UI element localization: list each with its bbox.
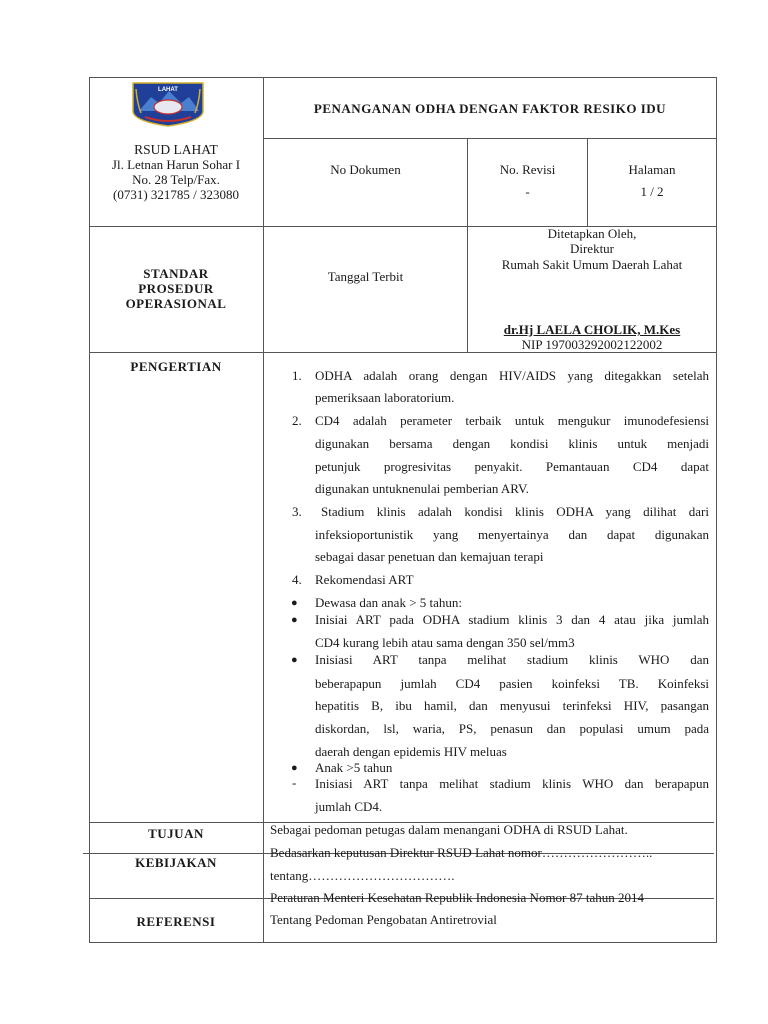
address-line1: Jl. Letnan Harun Sohar I (111, 157, 241, 172)
ditetapkan-line3: Rumah Sakit Umum Daerah Lahat (501, 257, 683, 272)
bullet3-line3: hepatitis B, ibu hamil, dan menyusui terinfeksi HIV, pasangan (315, 698, 709, 713)
bullet4-text: Anak >5 tahun (315, 760, 393, 775)
item4-number: 4. (292, 572, 302, 587)
halaman-value: 1 / 2 (640, 184, 664, 199)
kebijakan-line2: tentang……………………………. (270, 868, 455, 883)
bullet2-marker: ● (291, 614, 298, 626)
dash-item-line2: jumlah CD4. (315, 799, 383, 814)
bullet3-line5: daerah dengan epidemis HIV meluas (315, 744, 507, 759)
pengertian-label: PENGERTIAN (130, 359, 222, 374)
item2-line4: digunakan untuknenulai pemberian ARV. (315, 481, 529, 496)
no-revisi-label: No. Revisi (499, 162, 556, 177)
sop-label-line1: STANDAR (143, 266, 209, 281)
bullet2-line1: Inisiai ART pada ODHA stadium klinis 3 dan 4 atau jika jumlah (315, 612, 709, 627)
item1-line2: pemeriksaan laboratorium. (315, 390, 455, 405)
referensi-line1: Peraturan Menteri Kesehatan Republik Indonesia Nomor 87 tahun 2014 (270, 890, 645, 905)
document-title: PENANGANAN ODHA DENGAN FAKTOR RESIKO IDU (313, 101, 667, 116)
tujuan-label: TUJUAN (148, 826, 204, 841)
signatory-nip: NIP 197003292002122002 (521, 337, 663, 352)
revisi-halaman-divider (587, 138, 588, 227)
signatory-name: dr.Hj LAELA CHOLIK, M.Kes (503, 322, 681, 337)
no-revisi-value: - (525, 184, 530, 199)
no-dokumen-label: No Dokumen (330, 162, 401, 177)
bullet3-marker: ● (291, 654, 298, 666)
dash-marker: - (292, 775, 297, 790)
title-divider (263, 138, 717, 139)
bullet2-line2: CD4 kurang lebih atau sama dengan 350 sel/mm3 (315, 635, 575, 650)
item3-line2: infeksioportunistik yang menyertainya dan dapat digunakan (315, 527, 709, 542)
halaman-label: Halaman (628, 162, 676, 177)
rsud-lahat-logo (131, 81, 205, 127)
label-column-divider (263, 77, 264, 943)
ditetapkan-line1: Ditetapkan Oleh, (547, 226, 637, 241)
dash-item-line1: Inisiasi ART tanpa melihat stadium klinis WHO dan berapapun (315, 776, 709, 791)
sop-label-line3: OPERASIONAL (125, 296, 227, 311)
bullet1-marker: ● (291, 597, 298, 609)
table-border-right (716, 77, 717, 943)
item3-line1: Stadium klinis adalah kondisi klinis ODHA yang dilihat dari (321, 504, 709, 519)
bullet3-line1: Inisiasi ART tanpa melihat stadium klinis WHO dan (315, 652, 709, 667)
tanggal-terbit-label: Tanggal Terbit (327, 269, 404, 284)
bullet4-marker: ● (291, 762, 298, 774)
item2-line2: digunakan bersama dengan kondisi klinis untuk menjadi (315, 436, 709, 451)
item3-line3: sebagai dasar penetuan dan kemajuan terapi (315, 549, 544, 564)
item1-line1: ODHA adalah orang dengan HIV/AIDS yang ditegakkan setelah (315, 368, 709, 383)
address-line3: (0731) 321785 / 323080 (112, 187, 240, 202)
bullet1-text: Dewasa dan anak > 5 tahun: (315, 595, 463, 610)
item3-number: 3. (292, 504, 302, 519)
item2-number: 2. (292, 413, 302, 428)
referensi-label: REFERENSI (136, 914, 216, 929)
address-line2: No. 28 Telp/Fax. (132, 172, 220, 187)
hospital-name: RSUD LAHAT (134, 142, 218, 157)
item2-line3: petunjuk progresivitas penyakit. Pemantauan CD4 dapat (315, 459, 709, 474)
bullet3-line4: diskordan, lsl, waria, PS, penasun dan populasi umum pada (315, 721, 709, 736)
item1-number: 1. (292, 368, 302, 383)
sop-label-line2: PROSEDUR (138, 281, 214, 296)
tujuan-text: Sebagai pedoman petugas dalam menangani ODHA di RSUD Lahat. (270, 822, 628, 837)
referensi-line2: Tentang Pedoman Pengobatan Antiretrovial (270, 912, 497, 927)
item4-line1: Rekomendasi ART (315, 572, 414, 587)
table-border-top (89, 77, 717, 78)
ditetapkan-line2: Direktur (569, 241, 615, 256)
table-border-bottom (89, 942, 717, 943)
item2-line1: CD4 adalah perameter terbaik untuk mengukur imunodefesiensi (315, 413, 709, 428)
kebijakan-line1: Bedasarkan keputusan Direktur RSUD Lahat nomor…………………….. (270, 845, 653, 860)
logo-text: LAHAT (158, 87, 178, 93)
dokumen-revisi-divider (467, 138, 468, 227)
table-border-left (89, 77, 90, 943)
bullet3-line2: beberapapun jumlah CD4 pasien koinfeksi TB. Koinfeksi (315, 676, 709, 691)
kebijakan-label: KEBIJAKAN (135, 855, 217, 870)
